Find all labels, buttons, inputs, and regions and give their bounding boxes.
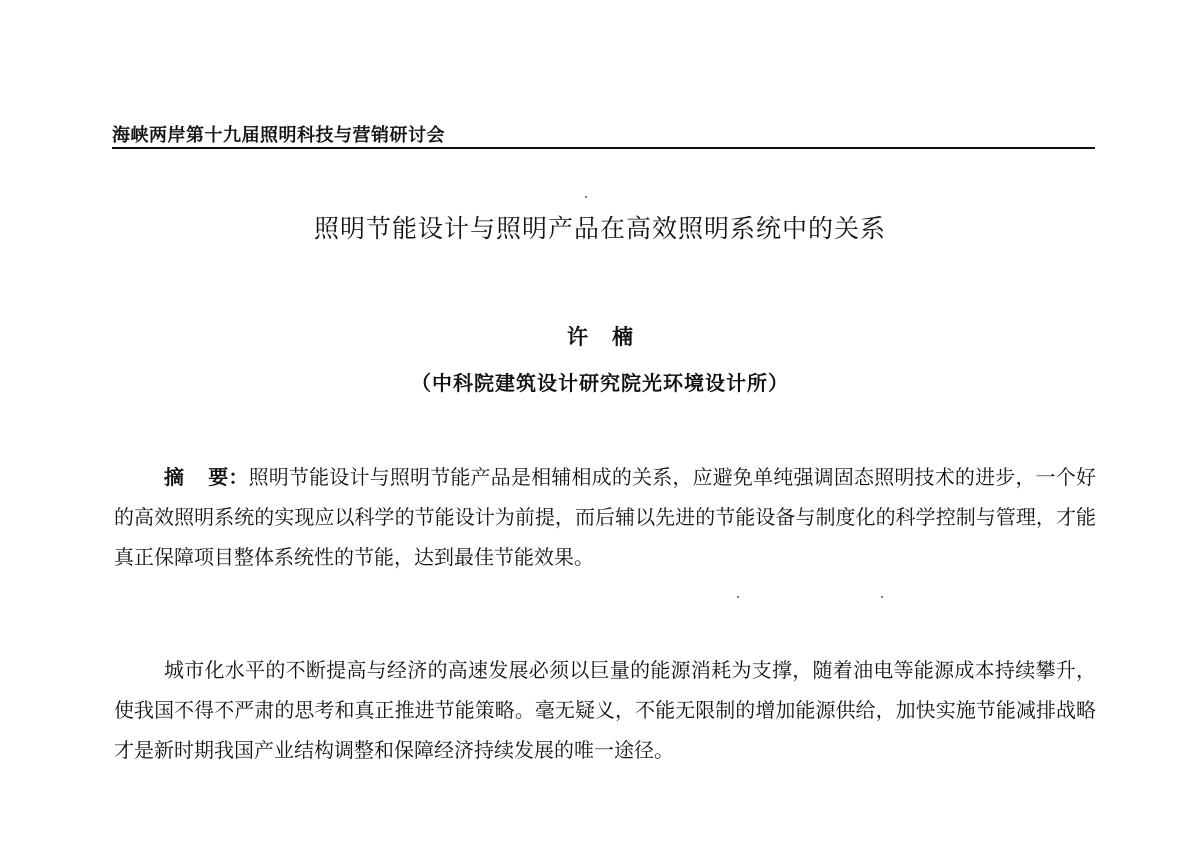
abstract-label-tail: 要：	[208, 465, 249, 489]
abstract-label-head: 摘	[164, 465, 209, 489]
body-paragraph: 城市化水平的不断提高与经济的高速发展必须以巨量的能源消耗为支撑，随着油电等能源成本持续攀升，使我国不得不严肃的思考和真正推进节能策略。毫无疑义，不能无限制的增加能源供给，加快实施节能减排战略才是新时期我国产业结构调整和保障经济持续发展的唯一途径。	[114, 658, 1096, 762]
scan-speck	[881, 596, 883, 598]
abstract-text: 照明节能设计与照明节能产品是相辅相成的关系，应避免单纯强调固态照明技术的进步，一个好的高效照明系统的实现应以科学的节能设计为前提，而后辅以先进的节能设备与制度化的科学控制与管理，才能真正保障项目整体系统性的节能，达到最佳节能效果。	[114, 465, 1097, 569]
running-header: 海峡两岸第十九届照明科技与营销研讨会	[112, 125, 445, 146]
scan-speck	[737, 596, 739, 598]
author-name: 许楠	[567, 324, 657, 349]
scan-speck	[585, 196, 587, 198]
author-affiliation: （中科院建筑设计研究院光环境设计所）	[411, 371, 789, 395]
paper-title: 照明节能设计与照明产品在高效照明系统中的关系	[313, 214, 886, 243]
header-divider	[112, 147, 1095, 149]
abstract-paragraph	[114, 457, 1096, 577]
